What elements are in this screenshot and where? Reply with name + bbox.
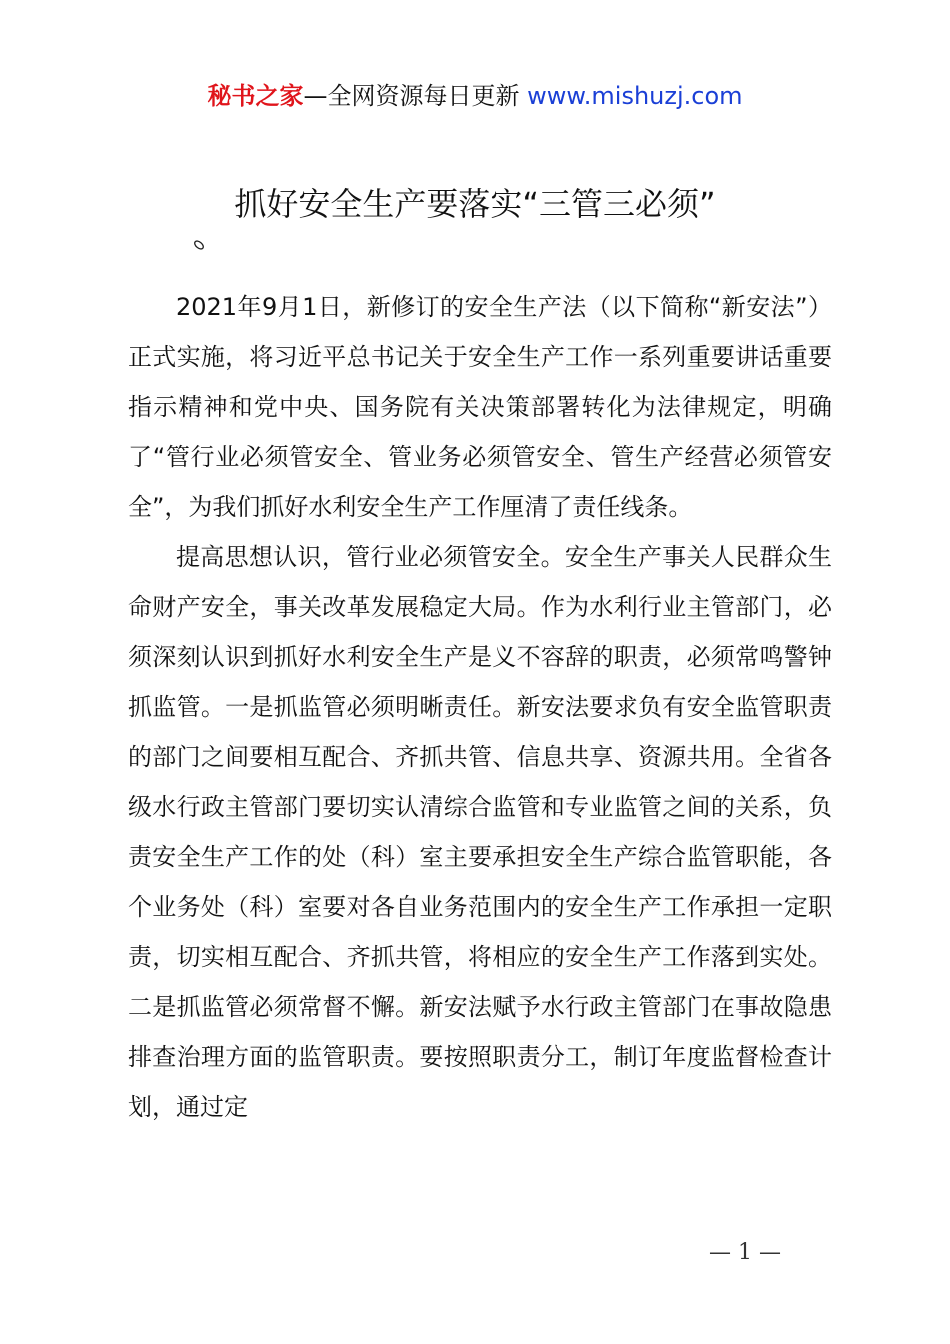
document-body	[128, 282, 832, 1132]
paragraph-1: 2021年9月1日，新修订的安全生产法（以下简称“新安法”）正式实施，将习近平总书记关于安全生产工作一系列重要讲话重要指示精神和党中央、国务院有关决策部署转化为法律规定，明确了“管行业必须管安全、管业务必须管安全、管生产经营必须管安全”，为我们抓好水利安全生产工作厘清了责任线条。	[128, 293, 832, 521]
brand-name: 秘书之家	[207, 82, 304, 110]
site-header	[0, 78, 950, 114]
page-number: — 1 —	[709, 1240, 781, 1265]
site-url-link[interactable]: www.mishuzj.com	[527, 82, 743, 110]
paragraph-mark-icon	[192, 238, 206, 252]
document-title: 抓好安全生产要落实“三管三必须”	[234, 185, 716, 223]
header-tagline: —全网资源每日更新	[303, 82, 520, 110]
paragraph-2: 提高思想认识，管行业必须管安全。安全生产事关人民群众生命财产安全，事关改革发展稳定大局。作为水利行业主管部门，必须深刻认识到抓好水利安全生产是义不容辞的职责，必须常鸣警钟抓监管。一是抓监管必须明晰责任。新安法要求负有安全监管职责的部门之间要相互配合、齐抓共管、信息共享、资源共用。全省各级水行政主管部门要切实认清综合监管和专业监管之间的关系，负责安全生产工作的处（科）室主要承担安全生产综合监管职能，各个业务处（科）室要对各自业务范围内的安全生产工作承担一定职责，切实相互配合、齐抓共管，将相应的安全生产工作落到实处。二是抓监管必须常督不懈。新安法赋予水行政主管部门在事故隐患排查治理方面的监管职责。要按照职责分工，制订年度监督检查计划，通过定	[128, 543, 832, 1121]
